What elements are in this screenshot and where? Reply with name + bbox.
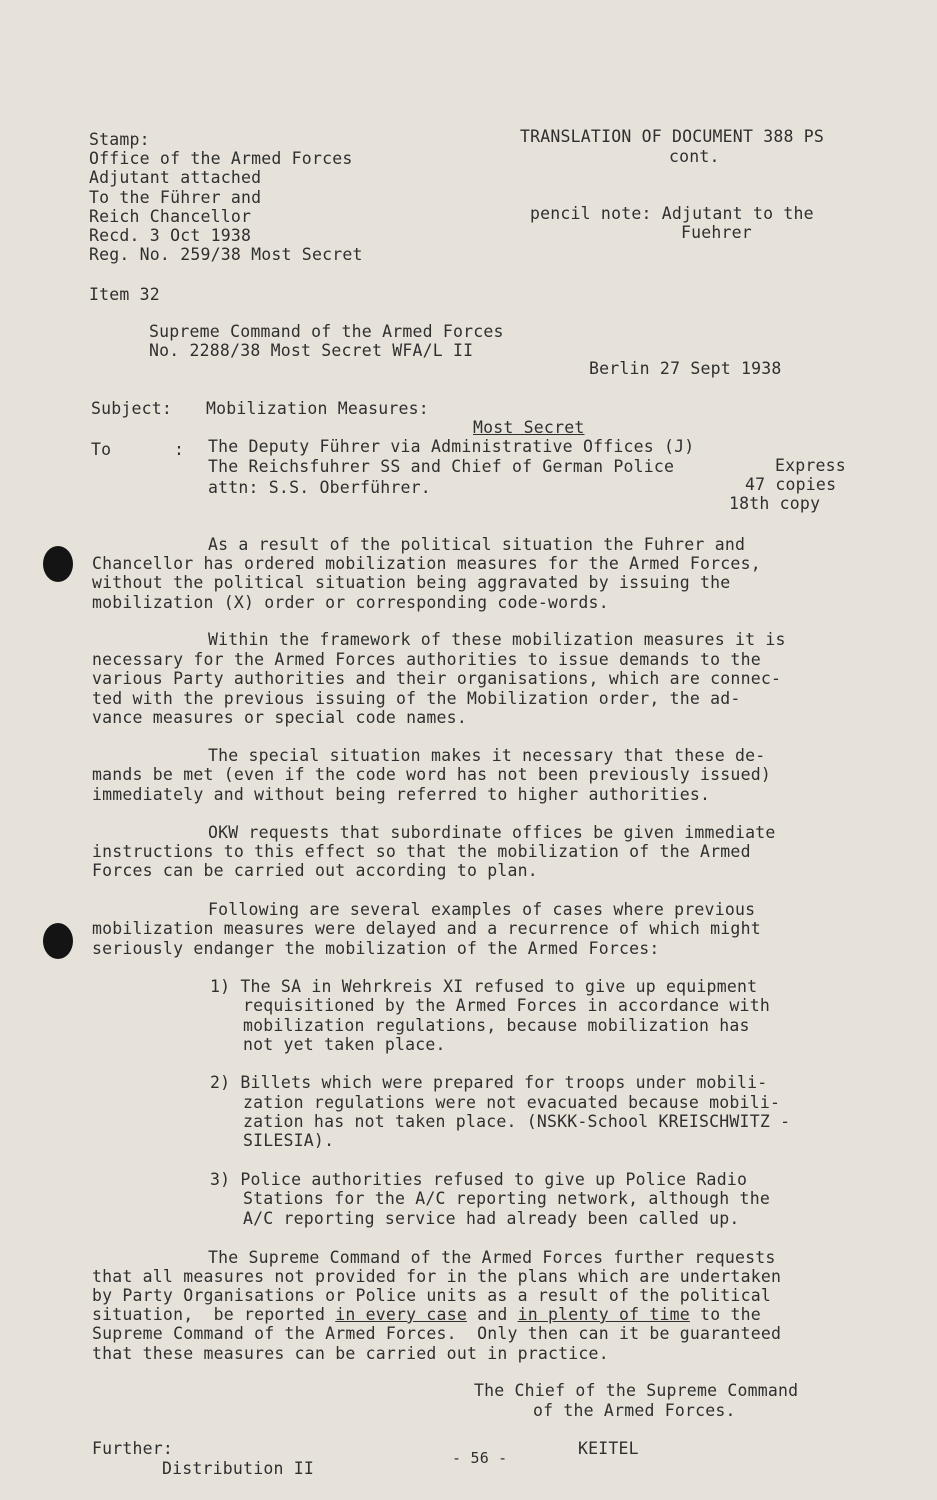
- example-line: zation has not taken place. (NSKK-School KREISCHWITZ -: [243, 1112, 791, 1131]
- signature-title-cont: of the Armed Forces.: [533, 1401, 736, 1420]
- date-place: Berlin 27 Sept 1938: [589, 359, 782, 378]
- paragraph-line: As a result of the political situation the Fuhrer and: [208, 535, 746, 554]
- paragraph-line: mands be met (even if the code word has not been previously issued): [92, 765, 771, 784]
- issuer-line: Supreme Command of the Armed Forces: [149, 322, 504, 341]
- paragraph-line: seriously endanger the mobilization of the Armed Forces:: [92, 939, 660, 958]
- paragraph-line: mobilization (X) order or corresponding code-words.: [92, 593, 609, 612]
- recipient-line: The Deputy Führer via Administrative Offices (J): [208, 437, 695, 456]
- to-label: To: [91, 440, 112, 459]
- issuer-reference: No. 2288/38 Most Secret WFA/L II: [149, 341, 474, 360]
- underlined-phrase: in plenty of time: [517, 1305, 690, 1324]
- stamp-line: Reg. No. 259/38 Most Secret: [89, 245, 363, 264]
- punch-hole-bottom: [43, 923, 73, 959]
- paragraph-line-emphasis: [92, 1305, 761, 1324]
- stamp-line: Reich Chancellor: [89, 207, 252, 226]
- pencil-note-cont: Fuehrer: [681, 223, 752, 242]
- document-title-cont: cont.: [669, 147, 720, 166]
- stamp-line: Recd. 3 Oct 1938: [89, 226, 252, 245]
- express-marking: Express: [775, 456, 846, 475]
- example-line: not yet taken place.: [243, 1035, 446, 1054]
- text-span: to the: [689, 1305, 761, 1324]
- footer-further: Further:: [92, 1439, 174, 1458]
- copy-number: 18th copy: [729, 494, 821, 513]
- paragraph-line: without the political situation being aggravated by issuing the: [92, 573, 731, 592]
- paragraph-line: immediately and without being referred to higher authorities.: [92, 785, 711, 804]
- paragraph-line: vance measures or special code names.: [92, 708, 467, 727]
- example-line: 3) Police authorities refused to give up Police Radio: [210, 1170, 748, 1189]
- example-line: Stations for the A/C reporting network, although the: [243, 1189, 770, 1208]
- paragraph-line: ted with the previous issuing of the Mobilization order, the ad-: [92, 689, 741, 708]
- stamp-line: Office of the Armed Forces: [89, 149, 353, 168]
- example-line: 1) The SA in Wehrkreis XI refused to give up equipment: [210, 977, 758, 996]
- paragraph-line: Supreme Command of the Armed Forces. Only then can it be guaranteed: [92, 1324, 782, 1343]
- paragraph-line: mobilization measures were delayed and a recurrence of which might: [92, 919, 761, 938]
- text-span: situation, be reported: [92, 1305, 336, 1324]
- underlined-phrase: in every case: [335, 1305, 467, 1324]
- stamp-line: To the Führer and: [89, 188, 262, 207]
- paragraph-line: various Party authorities and their organisations, which are connec-: [92, 669, 782, 688]
- paragraph-line: that all measures not provided for in the plans which are undertaken: [92, 1267, 782, 1286]
- paragraph-line: Within the framework of these mobilization measures it is: [208, 630, 786, 649]
- recipient-line: The Reichsfuhrer SS and Chief of German Police: [208, 457, 675, 476]
- example-line: SILESIA).: [243, 1131, 335, 1150]
- subject-value: Mobilization Measures:: [206, 399, 429, 418]
- example-line: mobilization regulations, because mobilization has: [243, 1016, 750, 1035]
- paragraph-line: The Supreme Command of the Armed Forces further requests: [208, 1248, 776, 1267]
- example-line: 2) Billets which were prepared for troops under mobili-: [210, 1073, 768, 1092]
- punch-hole-top: [43, 546, 73, 582]
- paragraph-line: The special situation makes it necessary that these de-: [208, 746, 766, 765]
- recipient-line: attn: S.S. Oberführer.: [208, 478, 431, 497]
- to-colon: :: [174, 440, 185, 459]
- copies-count: 47 copies: [745, 475, 837, 494]
- classification: Most Secret: [473, 418, 585, 437]
- paragraph-line: Forces can be carried out according to plan.: [92, 861, 538, 880]
- stamp-line: Adjutant attached: [89, 168, 262, 187]
- paragraph-line: Following are several examples of cases where previous: [208, 900, 756, 919]
- paragraph-line: that these measures can be carried out in practice.: [92, 1344, 609, 1363]
- paragraph-line: instructions to this effect so that the mobilization of the Armed: [92, 842, 751, 861]
- document-title: TRANSLATION OF DOCUMENT 388 PS: [520, 127, 825, 146]
- pencil-note: pencil note: Adjutant to the: [530, 204, 814, 223]
- paragraph-line: Chancellor has ordered mobilization measures for the Armed Forces,: [92, 554, 761, 573]
- subject-label: Subject:: [91, 399, 173, 418]
- example-line: requisitioned by the Armed Forces in accordance with: [243, 996, 770, 1015]
- text-span: and: [466, 1305, 518, 1324]
- footer-distribution: Distribution II: [162, 1459, 315, 1478]
- example-line: A/C reporting service had already been called up.: [243, 1209, 740, 1228]
- signature-name: KEITEL: [578, 1439, 639, 1458]
- example-line: zation regulations were not evacuated because mobili-: [243, 1093, 781, 1112]
- paragraph-line: OKW requests that subordinate offices be given immediate: [208, 823, 776, 842]
- paragraph-line: necessary for the Armed Forces authorities to issue demands to the: [92, 650, 761, 669]
- item-number: Item 32: [89, 285, 160, 304]
- page-number: - 56 -: [452, 1449, 508, 1467]
- signature-title: The Chief of the Supreme Command: [474, 1381, 799, 1400]
- paragraph-line: by Party Organisations or Police units as a result of the political: [92, 1286, 771, 1305]
- stamp-line: Stamp:: [89, 130, 150, 149]
